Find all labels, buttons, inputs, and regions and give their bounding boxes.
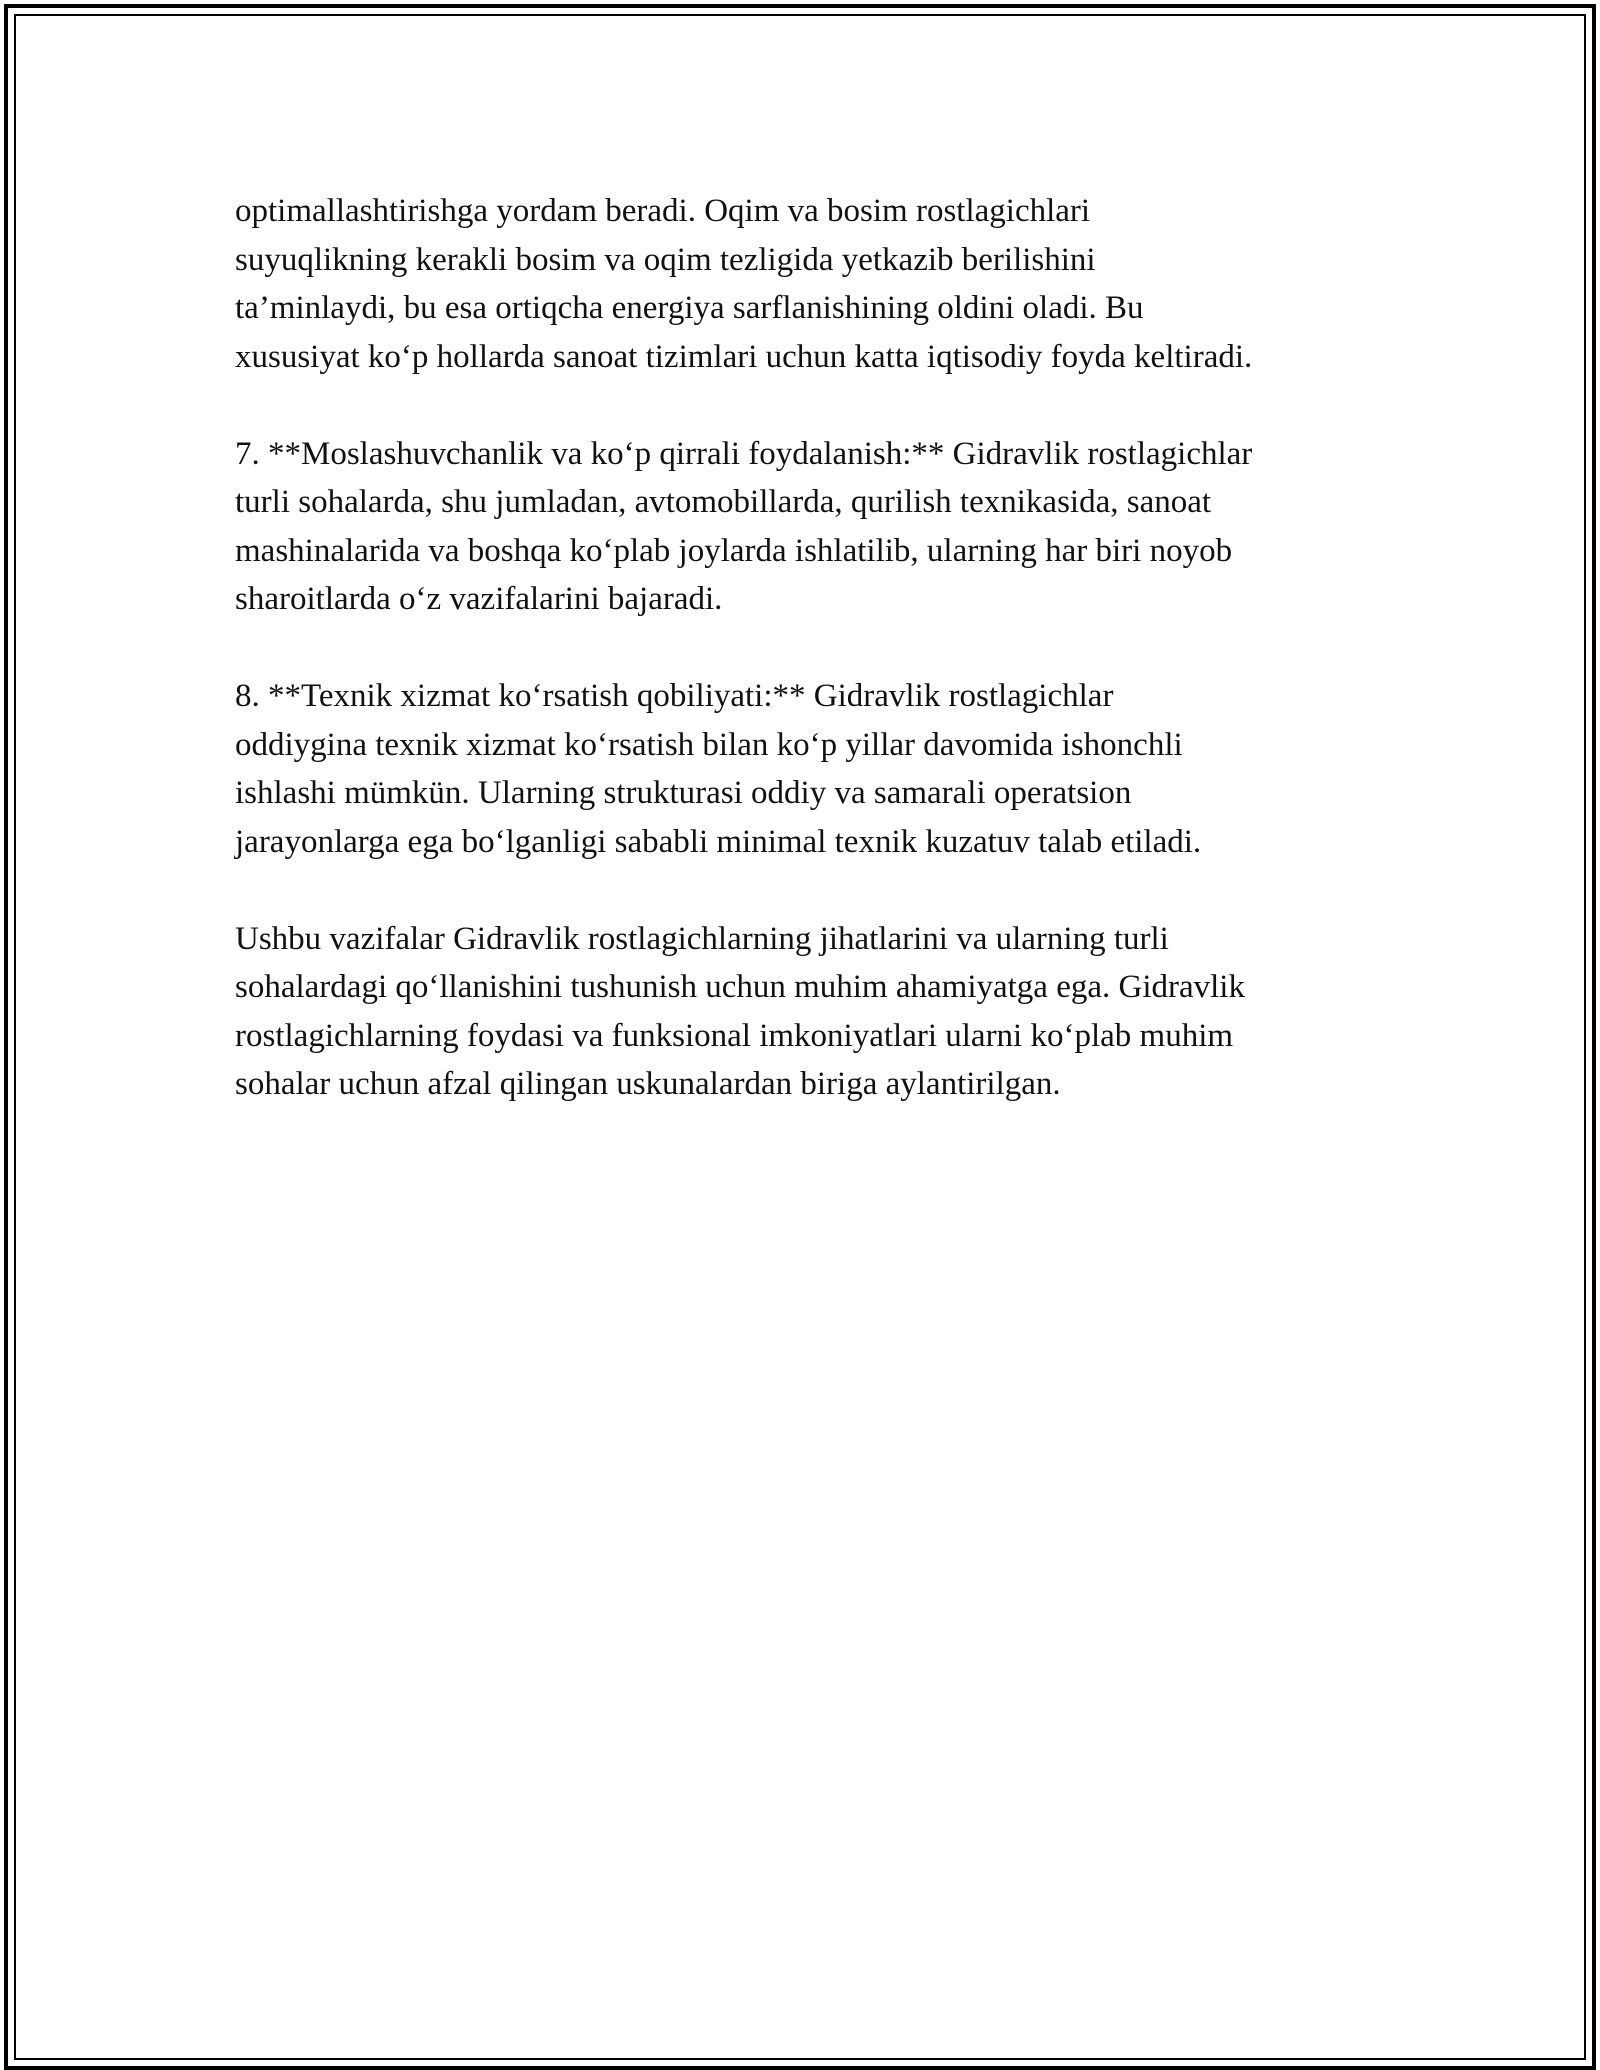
text-line: ta’minlaydi, bu esa ortiqcha energiya sarflanishining oldini oladi. Bu [235, 290, 1144, 326]
text-line: 7. **Moslashuvchanlik va ko‘p qirrali foydalanish:** Gidravlik rostlagichlar [235, 435, 1253, 472]
text-line: sohalardagi qo‘llanishini tushunish uchun muhim ahamiyatga ega. Gidravlik [235, 969, 1245, 1005]
paragraph-conclusion [235, 915, 1375, 1109]
text-line: suyuqlikning kerakli bosim va oqim tezligida yetkazib berilishini [235, 241, 1096, 278]
paragraph-item-8 [235, 672, 1375, 866]
text-line: oddiygina texnik xizmat ko‘rsatish bilan ko‘p yillar davomida ishonchli [235, 726, 1183, 763]
text-line: sharoitlarda o‘z vazifalarini bajaradi. [235, 581, 723, 617]
text-line: rostlagichlarning foydasi va funksional imkoniyatlari ularni ko‘plab muhim [235, 1017, 1234, 1054]
text-line: 8. **Texnik xizmat ko‘rsatish qobiliyati:** Gidravlik rostlagichlar [235, 678, 1114, 714]
text-line: ishlashi mümkün. Ularning strukturasi oddiy va samarali operatsion [235, 775, 1132, 811]
text-line: jarayonlarga ega bo‘lganligi sababli minimal texnik kuzatuv talab etiladi. [235, 823, 1202, 860]
paragraph-energy-efficiency [235, 187, 1375, 381]
text-line: Ushbu vazifalar Gidravlik rostlagichlarning jihatlarini va ularning turli [235, 920, 1169, 957]
text-line: xususiyat ko‘p hollarda sanoat tizimlari uchun katta iqtisodiy foyda keltiradi. [235, 338, 1253, 375]
text-line: optimallashtirishga yordam beradi. Oqim va bosim rostlagichlari [235, 193, 1091, 229]
document-body [235, 187, 1375, 1157]
text-line: sohalar uchun afzal qilingan uskunalardan biriga aylantirilgan. [235, 1066, 1061, 1102]
text-line: turli sohalarda, shu jumladan, avtomobillarda, qurilish texnikasida, sanoat [235, 484, 1212, 520]
paragraph-item-7 [235, 430, 1375, 624]
text-line: mashinalarida va boshqa ko‘plab joylarda ishlatilib, ularning har biri noyob [235, 532, 1233, 569]
